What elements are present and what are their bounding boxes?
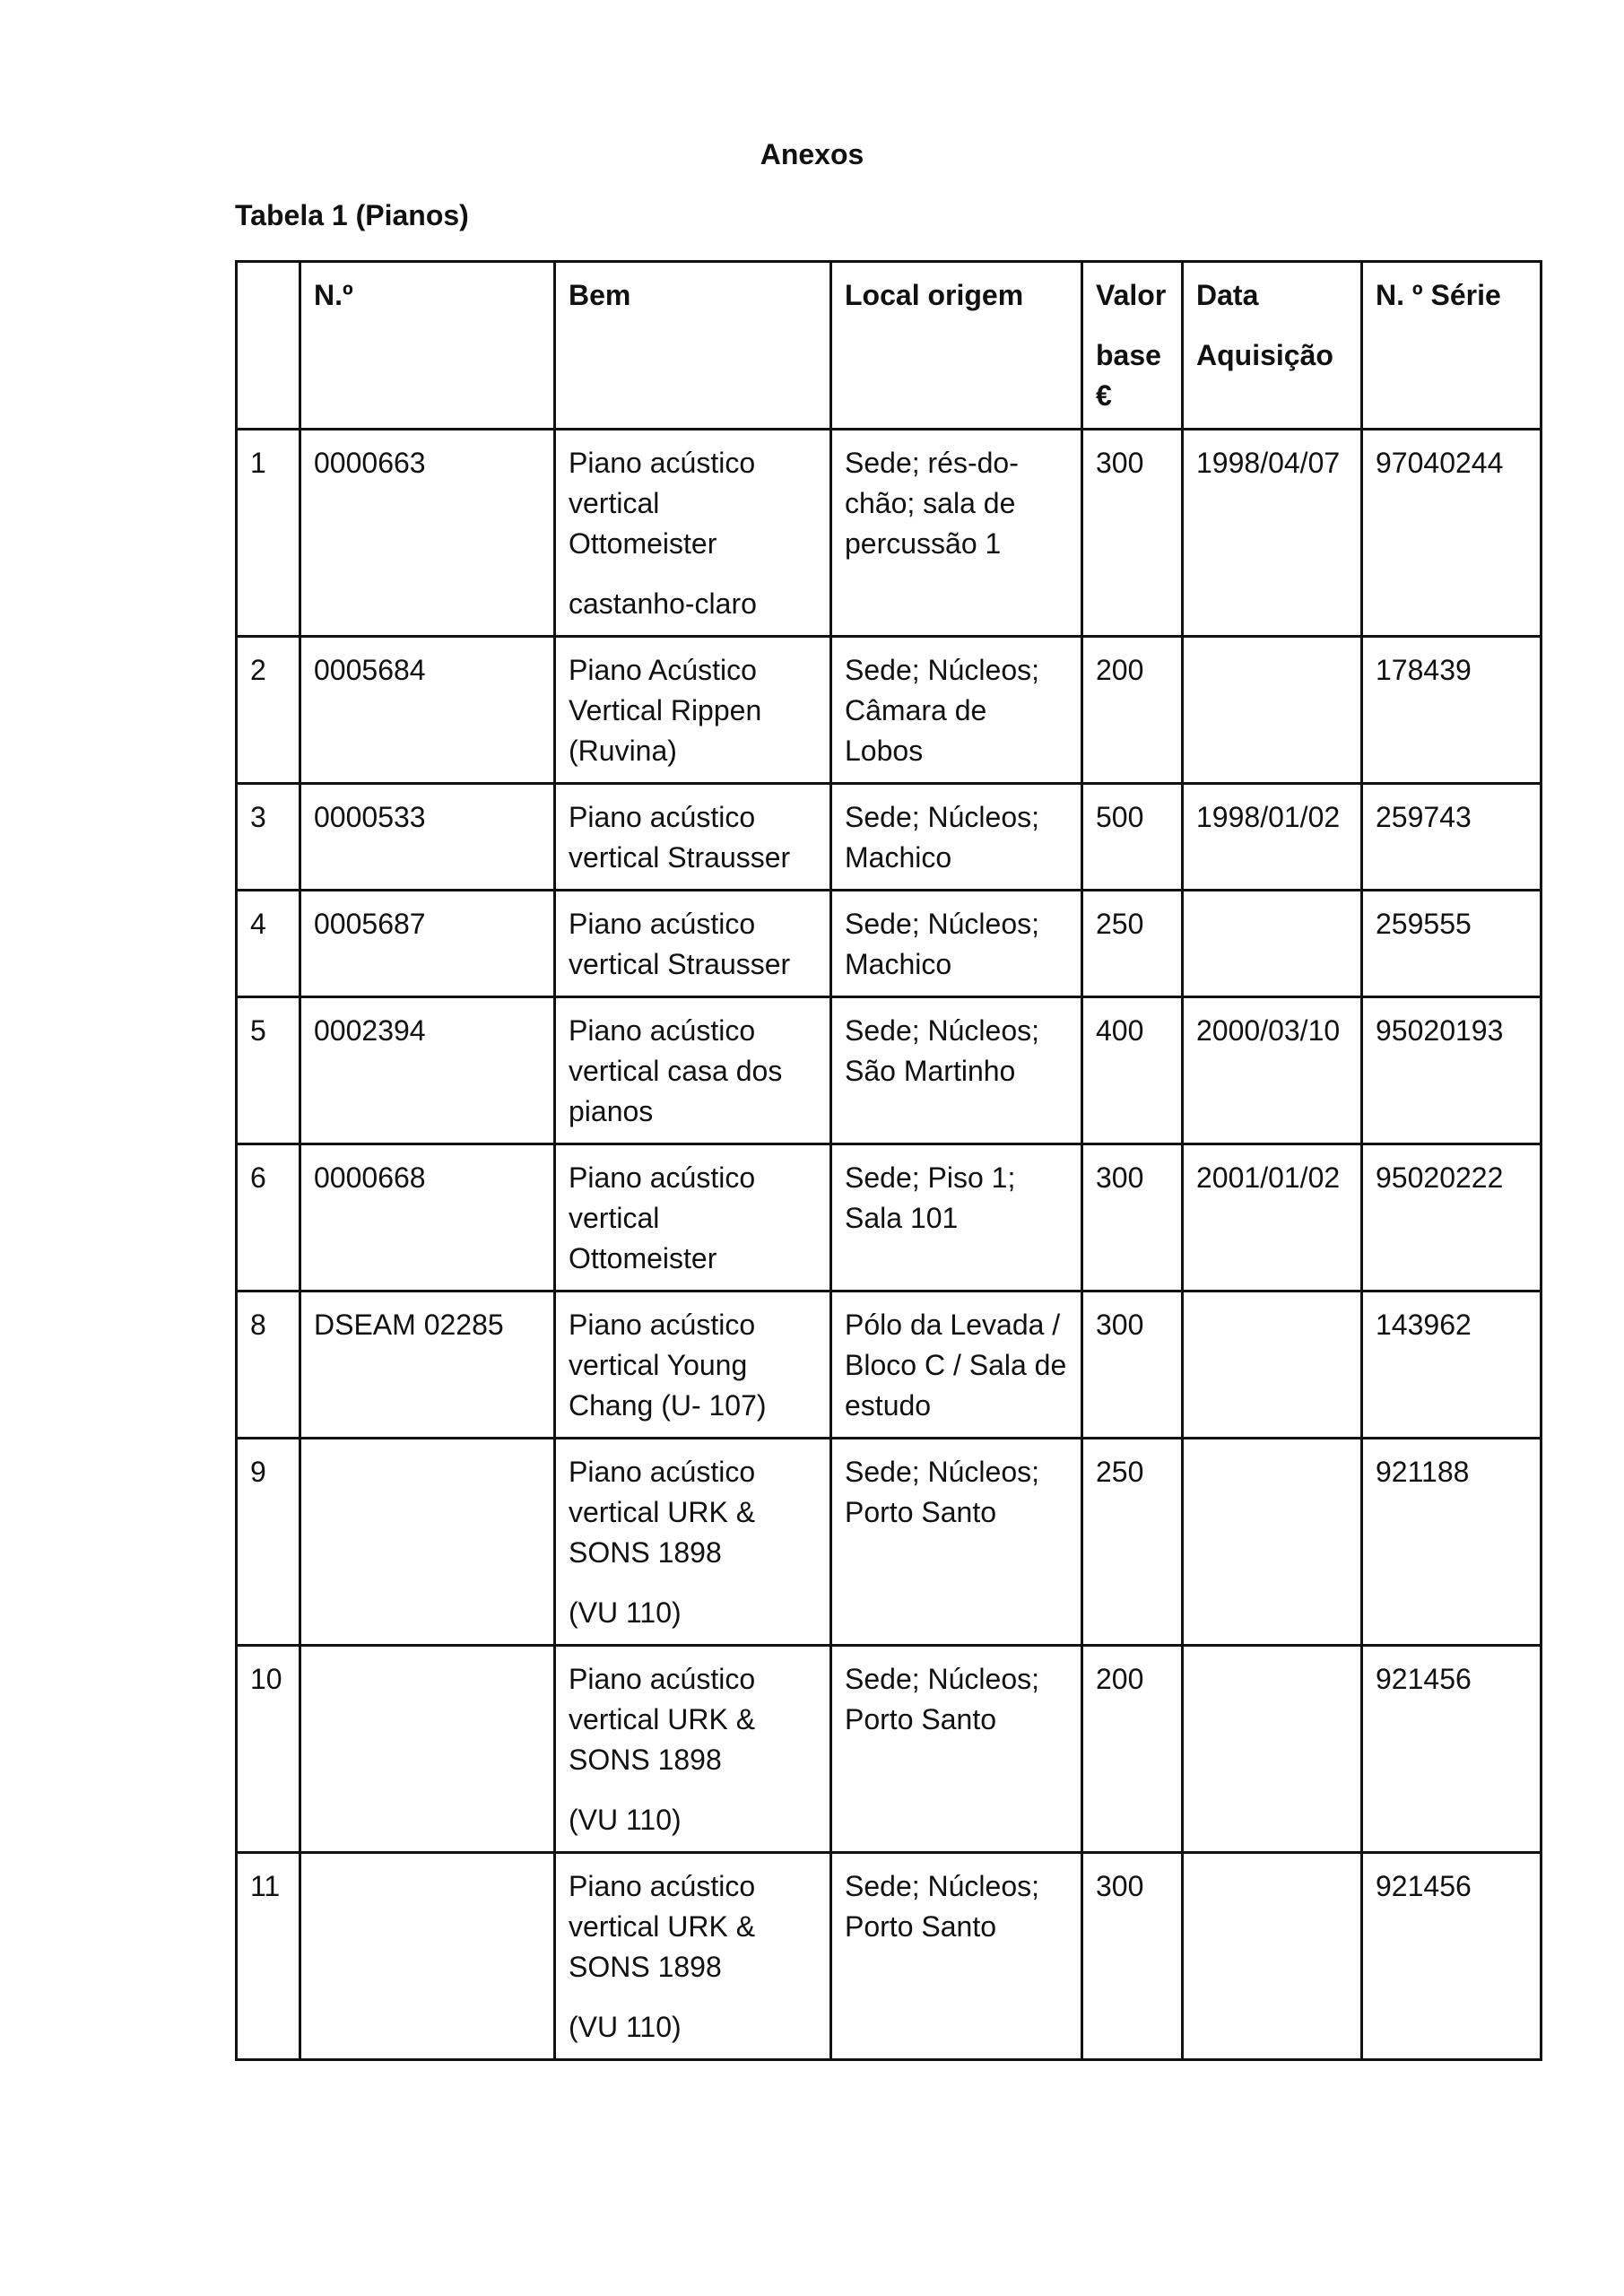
cell-bem-line: vertical casa dos [569, 1055, 783, 1087]
cell-bem-line: SONS 1898 [569, 1536, 722, 1569]
cell-local-origem [831, 430, 1082, 637]
cell-bem-line: Piano acústico [569, 1456, 756, 1488]
cell-index: 2 [237, 637, 300, 784]
cell-bem-line: Piano Acústico [569, 654, 757, 686]
cell-valor-base: 400 [1082, 997, 1183, 1144]
cell-numero: 0002394 [300, 997, 555, 1144]
cell-numero-serie: 259743 [1362, 784, 1541, 891]
cell-local-origem [831, 1292, 1082, 1439]
cell-bem-line: vertical Young [569, 1349, 748, 1381]
cell-numero [300, 1853, 555, 2060]
cell-bem-line: vertical Strausser [569, 948, 791, 980]
cell-bem-line: vertical URK & [569, 1703, 756, 1735]
cell-local-line: Sede; Núcleos; [845, 1456, 1040, 1488]
cell-bem [555, 997, 831, 1144]
cell-local-line: Machico [845, 841, 952, 874]
pianos-table [235, 260, 1542, 2061]
cell-numero-serie: 921188 [1362, 1439, 1541, 1646]
cell-local-line: Bloco C / Sala de [845, 1349, 1067, 1381]
cell-valor-base: 250 [1082, 891, 1183, 997]
cell-numero-serie: 97040244 [1362, 430, 1541, 637]
cell-local-origem [831, 1853, 1082, 2060]
cell-index: 11 [237, 1853, 300, 2060]
cell-local-line: Câmara de [845, 694, 987, 726]
cell-bem [555, 1439, 831, 1646]
cell-bem-extra: (VU 110) [569, 1596, 682, 1629]
table-row [237, 1439, 1541, 1646]
cell-bem-line: vertical [569, 1202, 660, 1234]
cell-bem [555, 637, 831, 784]
cell-local-line: Porto Santo [845, 1496, 996, 1528]
cell-numero-serie: 921456 [1362, 1853, 1541, 2060]
cell-valor-base: 300 [1082, 430, 1183, 637]
cell-valor-base: 500 [1082, 784, 1183, 891]
cell-bem-extra: (VU 110) [569, 1804, 682, 1836]
cell-local-line: Sede; Núcleos; [845, 1663, 1040, 1695]
cell-bem-line: SONS 1898 [569, 1951, 722, 1983]
table-row [237, 784, 1541, 891]
cell-local-line: Pólo da Levada / [845, 1309, 1061, 1341]
cell-bem-line: vertical URK & [569, 1910, 756, 1943]
cell-index: 9 [237, 1439, 300, 1646]
cell-valor-base: 300 [1082, 1853, 1183, 2060]
cell-data-aquisicao [1183, 1646, 1362, 1853]
cell-numero: 0000668 [300, 1144, 555, 1292]
cell-numero-serie: 178439 [1362, 637, 1541, 784]
cell-bem-extra: castanho-claro [569, 587, 757, 620]
cell-data-aquisicao [1183, 1292, 1362, 1439]
cell-local-origem [831, 637, 1082, 784]
cell-local-origem [831, 784, 1082, 891]
cell-bem-line: Piano acústico [569, 447, 756, 479]
cell-bem [555, 1144, 831, 1292]
cell-index: 10 [237, 1646, 300, 1853]
cell-local-line: Sede; Núcleos; [845, 654, 1040, 686]
cell-data-aquisicao [1183, 637, 1362, 784]
cell-index: 5 [237, 997, 300, 1144]
cell-data-aquisicao: 2000/03/10 [1183, 997, 1362, 1144]
header-data-aquisicao [1183, 262, 1362, 430]
header-valor-line-3: € [1096, 379, 1112, 412]
cell-data-aquisicao: 2001/01/02 [1183, 1144, 1362, 1292]
cell-local-line: Sala 101 [845, 1202, 959, 1234]
cell-bem-line: Ottomeister [569, 527, 717, 560]
cell-valor-base: 300 [1082, 1292, 1183, 1439]
header-bem: Bem [555, 262, 831, 430]
table-row [237, 430, 1541, 637]
header-index [237, 262, 300, 430]
cell-bem-line: (Ruvina) [569, 735, 677, 767]
cell-bem [555, 1853, 831, 2060]
cell-bem-line: Vertical Rippen [569, 694, 762, 726]
cell-index: 1 [237, 430, 300, 637]
cell-data-aquisicao [1183, 1853, 1362, 2060]
cell-numero-serie: 95020222 [1362, 1144, 1541, 1292]
cell-local-line: Lobos [845, 735, 924, 767]
cell-local-line: percussão 1 [845, 527, 1002, 560]
page-heading: Anexos [760, 138, 864, 170]
cell-local-line: Sede; Piso 1; [845, 1161, 1016, 1194]
header-valor-line-1: Valor [1096, 279, 1167, 311]
header-numero-serie: N. º Série [1362, 262, 1541, 430]
table-row [237, 997, 1541, 1144]
cell-numero: 0005687 [300, 891, 555, 997]
cell-local-line: Sede; Núcleos; [845, 1014, 1040, 1047]
cell-local-line: Sede; Núcleos; [845, 908, 1040, 940]
cell-local-line: estudo [845, 1389, 932, 1422]
cell-bem-extra: (VU 110) [569, 2011, 682, 2043]
cell-bem [555, 430, 831, 637]
cell-data-aquisicao: 1998/01/02 [1183, 784, 1362, 891]
table-row [237, 891, 1541, 997]
cell-local-line: Porto Santo [845, 1703, 996, 1735]
cell-valor-base: 300 [1082, 1144, 1183, 1292]
cell-bem-line: Piano acústico [569, 1014, 756, 1047]
cell-bem-line: Piano acústico [569, 1161, 756, 1194]
cell-numero-serie: 921456 [1362, 1646, 1541, 1853]
table-row [237, 1853, 1541, 2060]
header-data-line-2: Aquisição [1196, 339, 1333, 371]
cell-valor-base: 250 [1082, 1439, 1183, 1646]
header-valor-line-2: base [1096, 339, 1161, 371]
cell-bem-line: Chang (U- 107) [569, 1389, 767, 1422]
cell-bem-line: Piano acústico [569, 801, 756, 833]
cell-bem-line: Ottomeister [569, 1242, 717, 1274]
cell-index: 8 [237, 1292, 300, 1439]
cell-bem-line: vertical URK & [569, 1496, 756, 1528]
cell-numero-serie: 143962 [1362, 1292, 1541, 1439]
cell-local-line: Sede; Núcleos; [845, 801, 1040, 833]
cell-bem-line: vertical [569, 487, 660, 519]
cell-numero-serie: 95020193 [1362, 997, 1541, 1144]
cell-local-origem [831, 1439, 1082, 1646]
cell-local-line: Sede; Núcleos; [845, 1870, 1040, 1902]
cell-local-line: chão; sala de [845, 487, 1016, 519]
cell-index: 3 [237, 784, 300, 891]
cell-data-aquisicao [1183, 891, 1362, 997]
header-local-origem: Local origem [831, 262, 1082, 430]
header-valor-base [1082, 262, 1183, 430]
cell-index: 6 [237, 1144, 300, 1292]
cell-numero-serie: 259555 [1362, 891, 1541, 997]
cell-local-line: São Martinho [845, 1055, 1016, 1087]
cell-numero: 0000663 [300, 430, 555, 637]
table-row [237, 1292, 1541, 1439]
table-body [237, 430, 1541, 2060]
cell-bem-line: SONS 1898 [569, 1744, 722, 1776]
cell-bem-line: Piano acústico [569, 908, 756, 940]
cell-bem-line: Piano acústico [569, 1309, 756, 1341]
cell-bem [555, 784, 831, 891]
cell-bem [555, 1646, 831, 1853]
cell-bem-line: pianos [569, 1095, 654, 1127]
cell-local-origem [831, 1646, 1082, 1853]
cell-numero: DSEAM 02285 [300, 1292, 555, 1439]
cell-local-origem [831, 891, 1082, 997]
header-numero: N.º [300, 262, 555, 430]
cell-bem-line: vertical Strausser [569, 841, 791, 874]
cell-bem-line: Piano acústico [569, 1663, 756, 1695]
cell-numero [300, 1439, 555, 1646]
cell-valor-base: 200 [1082, 637, 1183, 784]
table-caption: Tabela 1 (Pianos) [235, 199, 469, 231]
table-header-row [237, 262, 1541, 430]
cell-local-line: Machico [845, 948, 952, 980]
cell-bem [555, 891, 831, 997]
cell-valor-base: 200 [1082, 1646, 1183, 1853]
cell-numero: 0005684 [300, 637, 555, 784]
cell-bem-line: Piano acústico [569, 1870, 756, 1902]
table-row [237, 637, 1541, 784]
cell-local-line: Porto Santo [845, 1910, 996, 1943]
cell-local-origem [831, 997, 1082, 1144]
cell-index: 4 [237, 891, 300, 997]
table-row [237, 1646, 1541, 1853]
cell-data-aquisicao [1183, 1439, 1362, 1646]
cell-numero: 0000533 [300, 784, 555, 891]
cell-local-line: Sede; rés-do- [845, 447, 1019, 479]
cell-numero [300, 1646, 555, 1853]
table-row [237, 1144, 1541, 1292]
cell-data-aquisicao: 1998/04/07 [1183, 430, 1362, 637]
cell-bem [555, 1292, 831, 1439]
header-data-line-1: Data [1196, 279, 1259, 311]
cell-local-origem [831, 1144, 1082, 1292]
